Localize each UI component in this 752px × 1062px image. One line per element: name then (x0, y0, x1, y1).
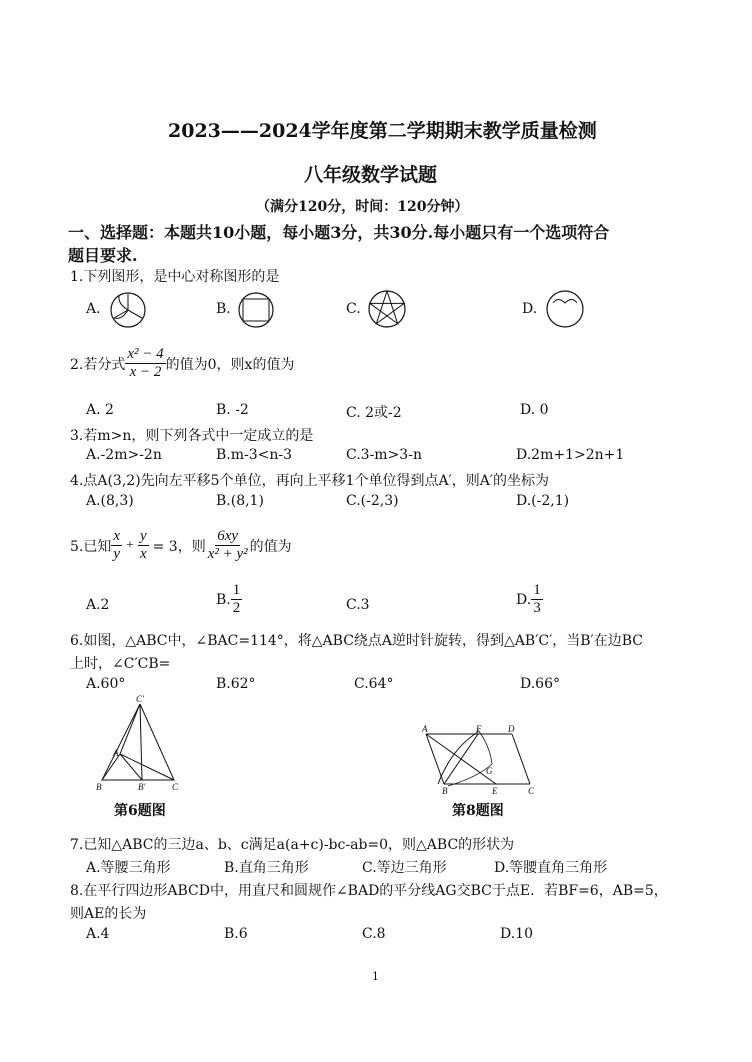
q4-option-c: C.(-2,3) (346, 493, 399, 509)
q3-option-a: A.-2m>-2n (86, 447, 162, 463)
fig6-label-a: A (113, 748, 119, 758)
exam-info: （满分120分，时间：120分钟） (256, 199, 469, 215)
q5-fraction-2 (138, 528, 149, 564)
q5-option-b-num: 1 (231, 582, 243, 600)
q1-option-b: B. (216, 301, 231, 317)
q1-option-c: C. (346, 301, 361, 317)
q3-option-b: B.m-3<n-3 (216, 447, 293, 463)
q5-option-d-fraction (531, 582, 543, 618)
q1-figure-b-icon (236, 290, 276, 330)
q5-stem (70, 528, 292, 564)
figure-6-caption: 第6题图 (114, 803, 166, 819)
q2-numerator: x² − 4 (125, 346, 165, 364)
q5-f3-den: x² + y² (207, 546, 248, 563)
q5-eq: = 3，则 (152, 538, 206, 555)
q5-f2-den: x (139, 546, 147, 563)
q1-option-a: A. (86, 301, 101, 317)
q6-option-b: B.62° (216, 676, 256, 692)
q2-fraction (125, 346, 165, 382)
fig8-label-c: C (528, 786, 535, 796)
q1-figure-a-icon (108, 290, 148, 330)
page-number: 1 (372, 970, 379, 983)
q2-prefix: 2.若分式 (70, 356, 126, 373)
q3-option-c: C.3-m>3-n (346, 447, 422, 463)
exam-subtitle: 八年级数学试题 (304, 164, 438, 186)
q6-option-d: D.66° (520, 676, 560, 692)
q5-f3-num: 6xy (215, 528, 240, 546)
q5-option-c: C.3 (346, 597, 370, 613)
q5-option-d-label: D. (516, 591, 532, 608)
q2-suffix: 的值为0，则x的值为 (165, 356, 295, 373)
q3-stem: 3.若m>n，则下列各式中一定成立的是 (70, 428, 314, 444)
q5-option-d-den: 3 (533, 600, 541, 617)
q5-option-b (216, 582, 242, 618)
q5-option-a: A.2 (86, 597, 110, 613)
q2-option-b: B. -2 (216, 402, 249, 418)
q8-option-a: A.4 (86, 926, 110, 942)
q5-plus: + (126, 537, 134, 553)
q6-option-c: C.64° (354, 676, 394, 692)
q1-option-d: D. (522, 301, 538, 317)
q6-stem-line1: 6.如图，△ABC中，∠BAC=114°，将△ABC绕点A逆时针旋转，得到△AB′C′，当B′在边BC (70, 633, 643, 649)
section-heading-line2: 题目要求. (68, 246, 138, 265)
q1-stem: 1.下列图形，是中心对称图形的是 (70, 269, 280, 285)
q7-option-b: B.直角三角形 (224, 860, 309, 876)
figure-8 (418, 722, 542, 796)
fig8-label-d: D (508, 724, 515, 734)
q5-option-b-fraction (231, 582, 243, 618)
exam-title: 2023——2024学年度第二学期期末教学质量检测 (168, 120, 597, 142)
q3-option-d: D.2m+1>2n+1 (516, 447, 625, 463)
q4-option-d: D.(-2,1) (516, 493, 570, 509)
fig6-label-cprime: C′ (136, 694, 144, 704)
q7-option-d: D.等腰直角三角形 (494, 860, 608, 876)
q1-figure-d-icon (544, 288, 586, 330)
q6-option-a: A.60° (86, 676, 126, 692)
q8-stem-line1: 8.在平行四边形ABCD中，用直尺和圆规作∠BAD的平分线AG交BC于点E．若BF=6，AB=5， (70, 883, 668, 899)
q5-prefix: 5.已知 (70, 538, 112, 555)
figure-6 (92, 694, 188, 796)
q2-option-d: D. 0 (520, 402, 549, 418)
q8-option-b: B.6 (224, 926, 248, 942)
fig8-label-a: A (422, 724, 428, 734)
fig8-label-f: F (476, 724, 482, 734)
fig6-label-c: C (172, 782, 179, 792)
q2-denominator: x − 2 (129, 364, 162, 381)
q5-option-b-den: 2 (232, 600, 241, 617)
section-heading-line1: 一、选择题：本题共10小题，每小题3分，共30分.每小题只有一个选项符合 (68, 223, 610, 242)
q4-stem: 4.点A(3,2)先向左平移5个单位，再向上平移1个单位得到点A′，则A′的坐标为 (70, 473, 550, 489)
q8-stem-line2: 则AE的长为 (70, 906, 147, 922)
fig8-label-e: E (492, 786, 498, 796)
fig8-label-g: G (486, 766, 493, 776)
q5-option-b-label: B. (216, 591, 231, 608)
q2-stem (70, 346, 294, 382)
q4-option-a: A.(8,3) (86, 493, 134, 509)
q2-option-a: A. 2 (86, 402, 114, 418)
figure-8-caption: 第8题图 (452, 803, 504, 819)
fig6-label-b: B (96, 782, 102, 792)
q6-stem-line2: 上时，∠C′CB= (70, 656, 171, 672)
q4-option-b: B.(8,1) (216, 493, 264, 509)
q1-figure-c-star-icon (366, 288, 408, 330)
q5-f1-num: x (111, 528, 122, 546)
q5-fraction-3 (206, 528, 250, 564)
q7-option-c: C.等边三角形 (362, 860, 447, 876)
q7-stem: 7.已知△ABC的三边a、b、c满足a(a+c)-bc-ab=0，则△ABC的形状为 (70, 837, 515, 853)
fig8-label-b: B (442, 786, 448, 796)
q5-option-d (516, 582, 543, 618)
q2-option-c: C. 2或-2 (346, 405, 402, 421)
fig6-label-bprime: B′ (138, 782, 146, 792)
q7-option-a: A.等腰三角形 (86, 860, 171, 876)
q5-f2-num: y (138, 528, 149, 546)
q5-option-d-num: 1 (531, 582, 543, 600)
q5-suffix: 的值为 (249, 538, 292, 555)
q5-fraction-1 (111, 528, 122, 564)
q8-option-c: C.8 (362, 926, 386, 942)
q8-option-d: D.10 (500, 926, 533, 942)
q5-f1-den: y (113, 546, 121, 563)
